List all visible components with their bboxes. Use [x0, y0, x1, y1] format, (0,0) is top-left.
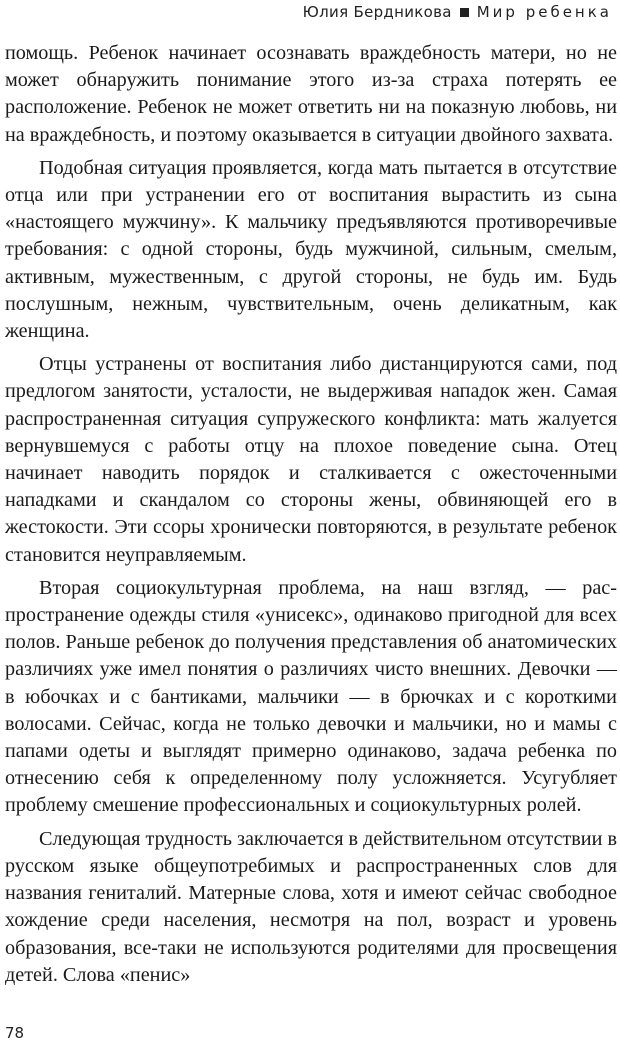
- paragraph-1: помощь. Ребенок начинает осознавать враждебность матери, но не может обнаружить понимание этого из-за страха потерять ее расположение. Ребенок не может ответить ни на показную любовь, ни на враждебность, и поэтому оказывается в ситуации двойного захвата.: [5, 42, 617, 146]
- header-separator-square-icon: [460, 8, 469, 17]
- header-book-title: Мир ребенка: [476, 3, 612, 21]
- paragraph-2: Подобная ситуация проявляется, когда мать пытается в отсутствие отца или при устранении его от воспитания вырастить из сына «настоящего мужчину». К мальчику предъявляются противоречивые требования: с одной стороны, будь мужчиной, сильным, смелым, активным, мужественным, с другой стороны, не будь им. Будь послушным, нежным, чувствительным, очень деликатным, как женщина.: [5, 156, 617, 343]
- paragraph-4: Вторая социокультурная проблема, на наш взгляд, — распространение одежды стиля «унисекс», одинаково пригодной для всех полов. Раньше ребенок до получения представления об анатомических различиях уже имел понятия о различиях чисто внешних. Девочки — в юбочках и с бантиками, мальчики — в брючках и с короткими волосами. Сейчас, когда не только девочки и мальчики, но и мамы с папами одеты и выглядят примерно одинаково, задача ребенка по отнесению себя к определенному полу усложняется. Усугубляет проблему смешение профессиональных и социокультурных ролей.: [5, 576, 617, 817]
- paragraph-5: Следующая трудность заключается в действительном отсутствии в русском языке общеупотребимых и распространенных слов для названия гениталий. Матерные слова, хотя и имеют сейчас свободное хождение среди населения, несмотря на пол, возраст и уровень образования, все-таки не используются родителями для просвещения детей. Слова «пенис»: [5, 827, 617, 986]
- running-header: [303, 3, 612, 21]
- paragraph-3: Отцы устранены от воспитания либо дистанцируются сами, под предлогом занятости, усталости, не выдерживая нападок жен. Самая распространенная ситуация супружеского конфликта: мать жалуется вернувшемуся с работы отцу на плохое поведение сына. Отец начинает наводить порядок и сталкивается с ожесточенными нападками и скандалом со стороны жены, обвиняющей его в жестокости. Эти ссоры хронически повторяются, в результате ребенок становится неуправляемым.: [5, 353, 617, 566]
- header-author: Юлия Бердникова: [302, 3, 452, 21]
- body-text: [5, 40, 617, 995]
- page-number: 78: [5, 1024, 25, 1042]
